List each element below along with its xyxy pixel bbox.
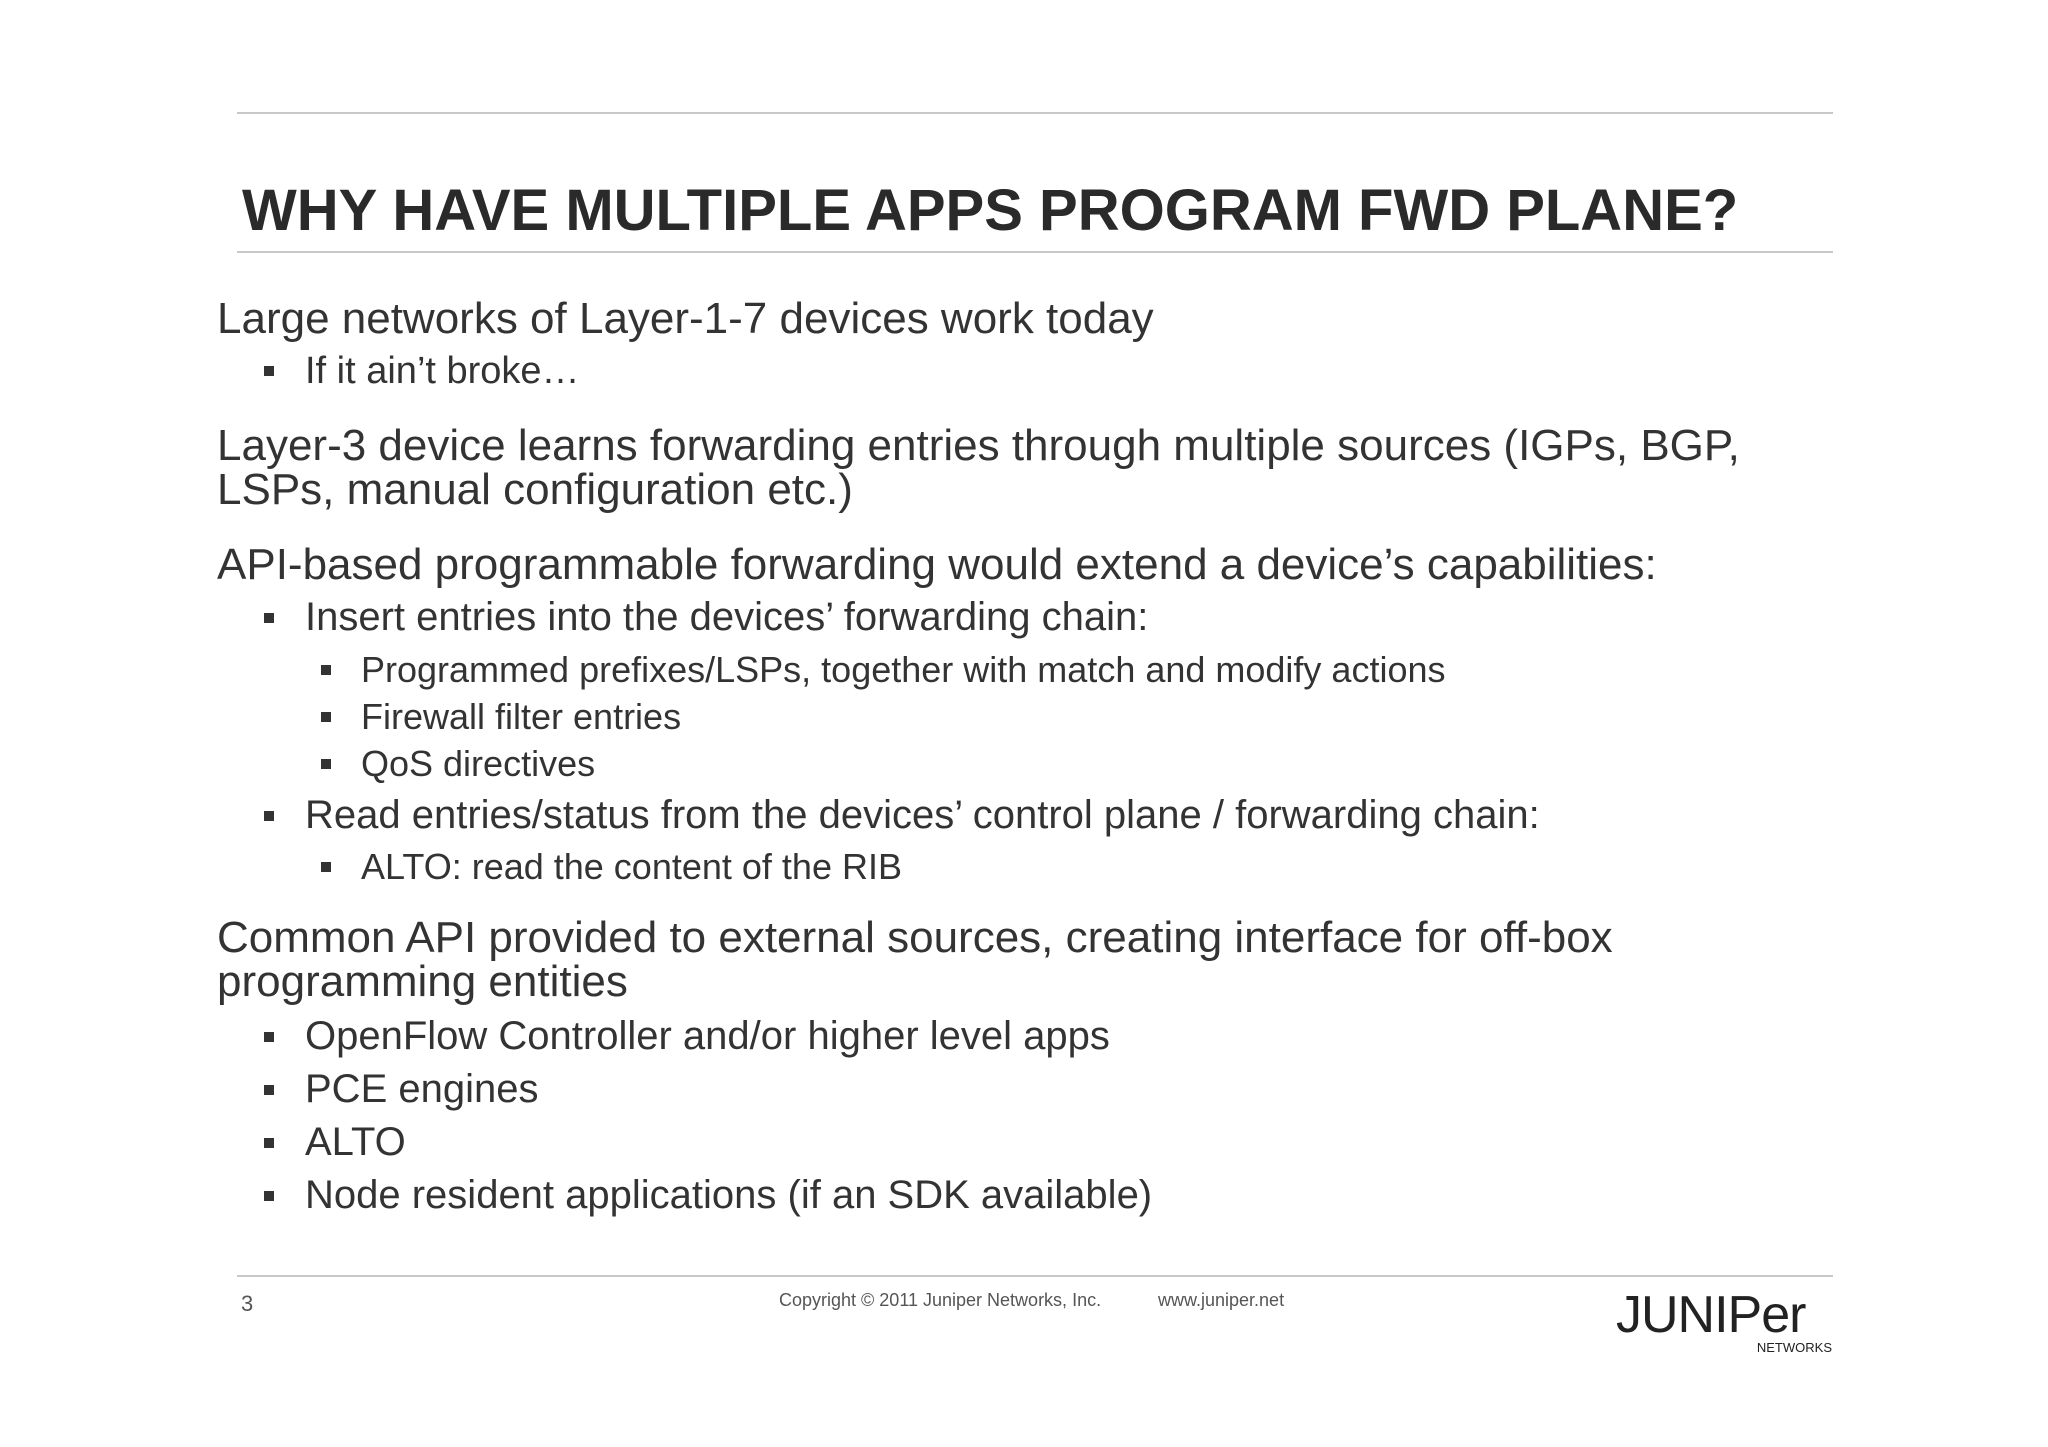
- juniper-networks-logo: [1614, 1288, 1839, 1358]
- bullet-openflow-controller: OpenFlow Controller and/or higher level apps: [305, 1014, 1110, 1058]
- slide-title: WHY HAVE MULTIPLE APPS PROGRAM FWD PLANE?: [242, 178, 1739, 243]
- bullet-read-entries: Read entries/status from the devices’ control plane / forwarding chain:: [305, 793, 1540, 837]
- square-bullet-icon: [321, 665, 331, 675]
- paragraph-common-api-line1: Common API provided to external sources, creating interface for off-box: [217, 913, 1613, 962]
- website-link[interactable]: www.juniper.net: [1158, 1290, 1285, 1310]
- paragraph-layer3-line2: LSPs, manual configuration etc.): [217, 465, 853, 514]
- square-bullet-icon: [321, 759, 331, 769]
- bullet-node-resident-apps: Node resident applications (if an SDK available): [305, 1173, 1153, 1217]
- subbullet-alto-read-rib: ALTO: read the content of the RIB: [361, 846, 902, 887]
- page-number: 3: [241, 1291, 254, 1316]
- square-bullet-icon: [321, 712, 331, 722]
- paragraph-api-based: API-based programmable forwarding would extend a device’s capabilities:: [217, 540, 1657, 589]
- square-bullet-icon: [264, 366, 274, 376]
- footer-divider: [237, 1275, 1833, 1277]
- square-bullet-icon: [264, 1138, 274, 1148]
- subbullet-programmed-prefixes: Programmed prefixes/LSPs, together with match and modify actions: [361, 649, 1446, 690]
- subbullet-qos-directives: QoS directives: [361, 743, 596, 784]
- square-bullet-icon: [264, 811, 274, 821]
- subbullet-firewall-filter: Firewall filter entries: [361, 696, 682, 737]
- logo-wordmark: JUNIPer: [1616, 1288, 1806, 1344]
- paragraph-layer3-line1: Layer-3 device learns forwarding entries through multiple sources (IGPs, BGP,: [217, 421, 1740, 470]
- logo-networks-text: NETWORKS: [1756, 1340, 1832, 1355]
- square-bullet-icon: [264, 613, 274, 623]
- paragraph-common-api-line2: programming entities: [217, 957, 628, 1006]
- bullet-alto: ALTO: [305, 1120, 406, 1164]
- square-bullet-icon: [264, 1032, 274, 1042]
- bullet-if-it-aint-broke: If it ain’t broke…: [305, 350, 580, 392]
- title-underline: [237, 251, 1833, 253]
- copyright-text: Copyright © 2011 Juniper Networks, Inc.: [779, 1290, 1102, 1310]
- paragraph-networks: Large networks of Layer-1-7 devices work today: [217, 294, 1154, 343]
- square-bullet-icon: [264, 1191, 274, 1201]
- top-divider: [237, 112, 1833, 114]
- bullet-pce-engines: PCE engines: [305, 1067, 539, 1111]
- square-bullet-icon: [264, 1085, 274, 1095]
- bullet-insert-entries: Insert entries into the devices’ forwarding chain:: [305, 595, 1149, 639]
- square-bullet-icon: [321, 862, 331, 872]
